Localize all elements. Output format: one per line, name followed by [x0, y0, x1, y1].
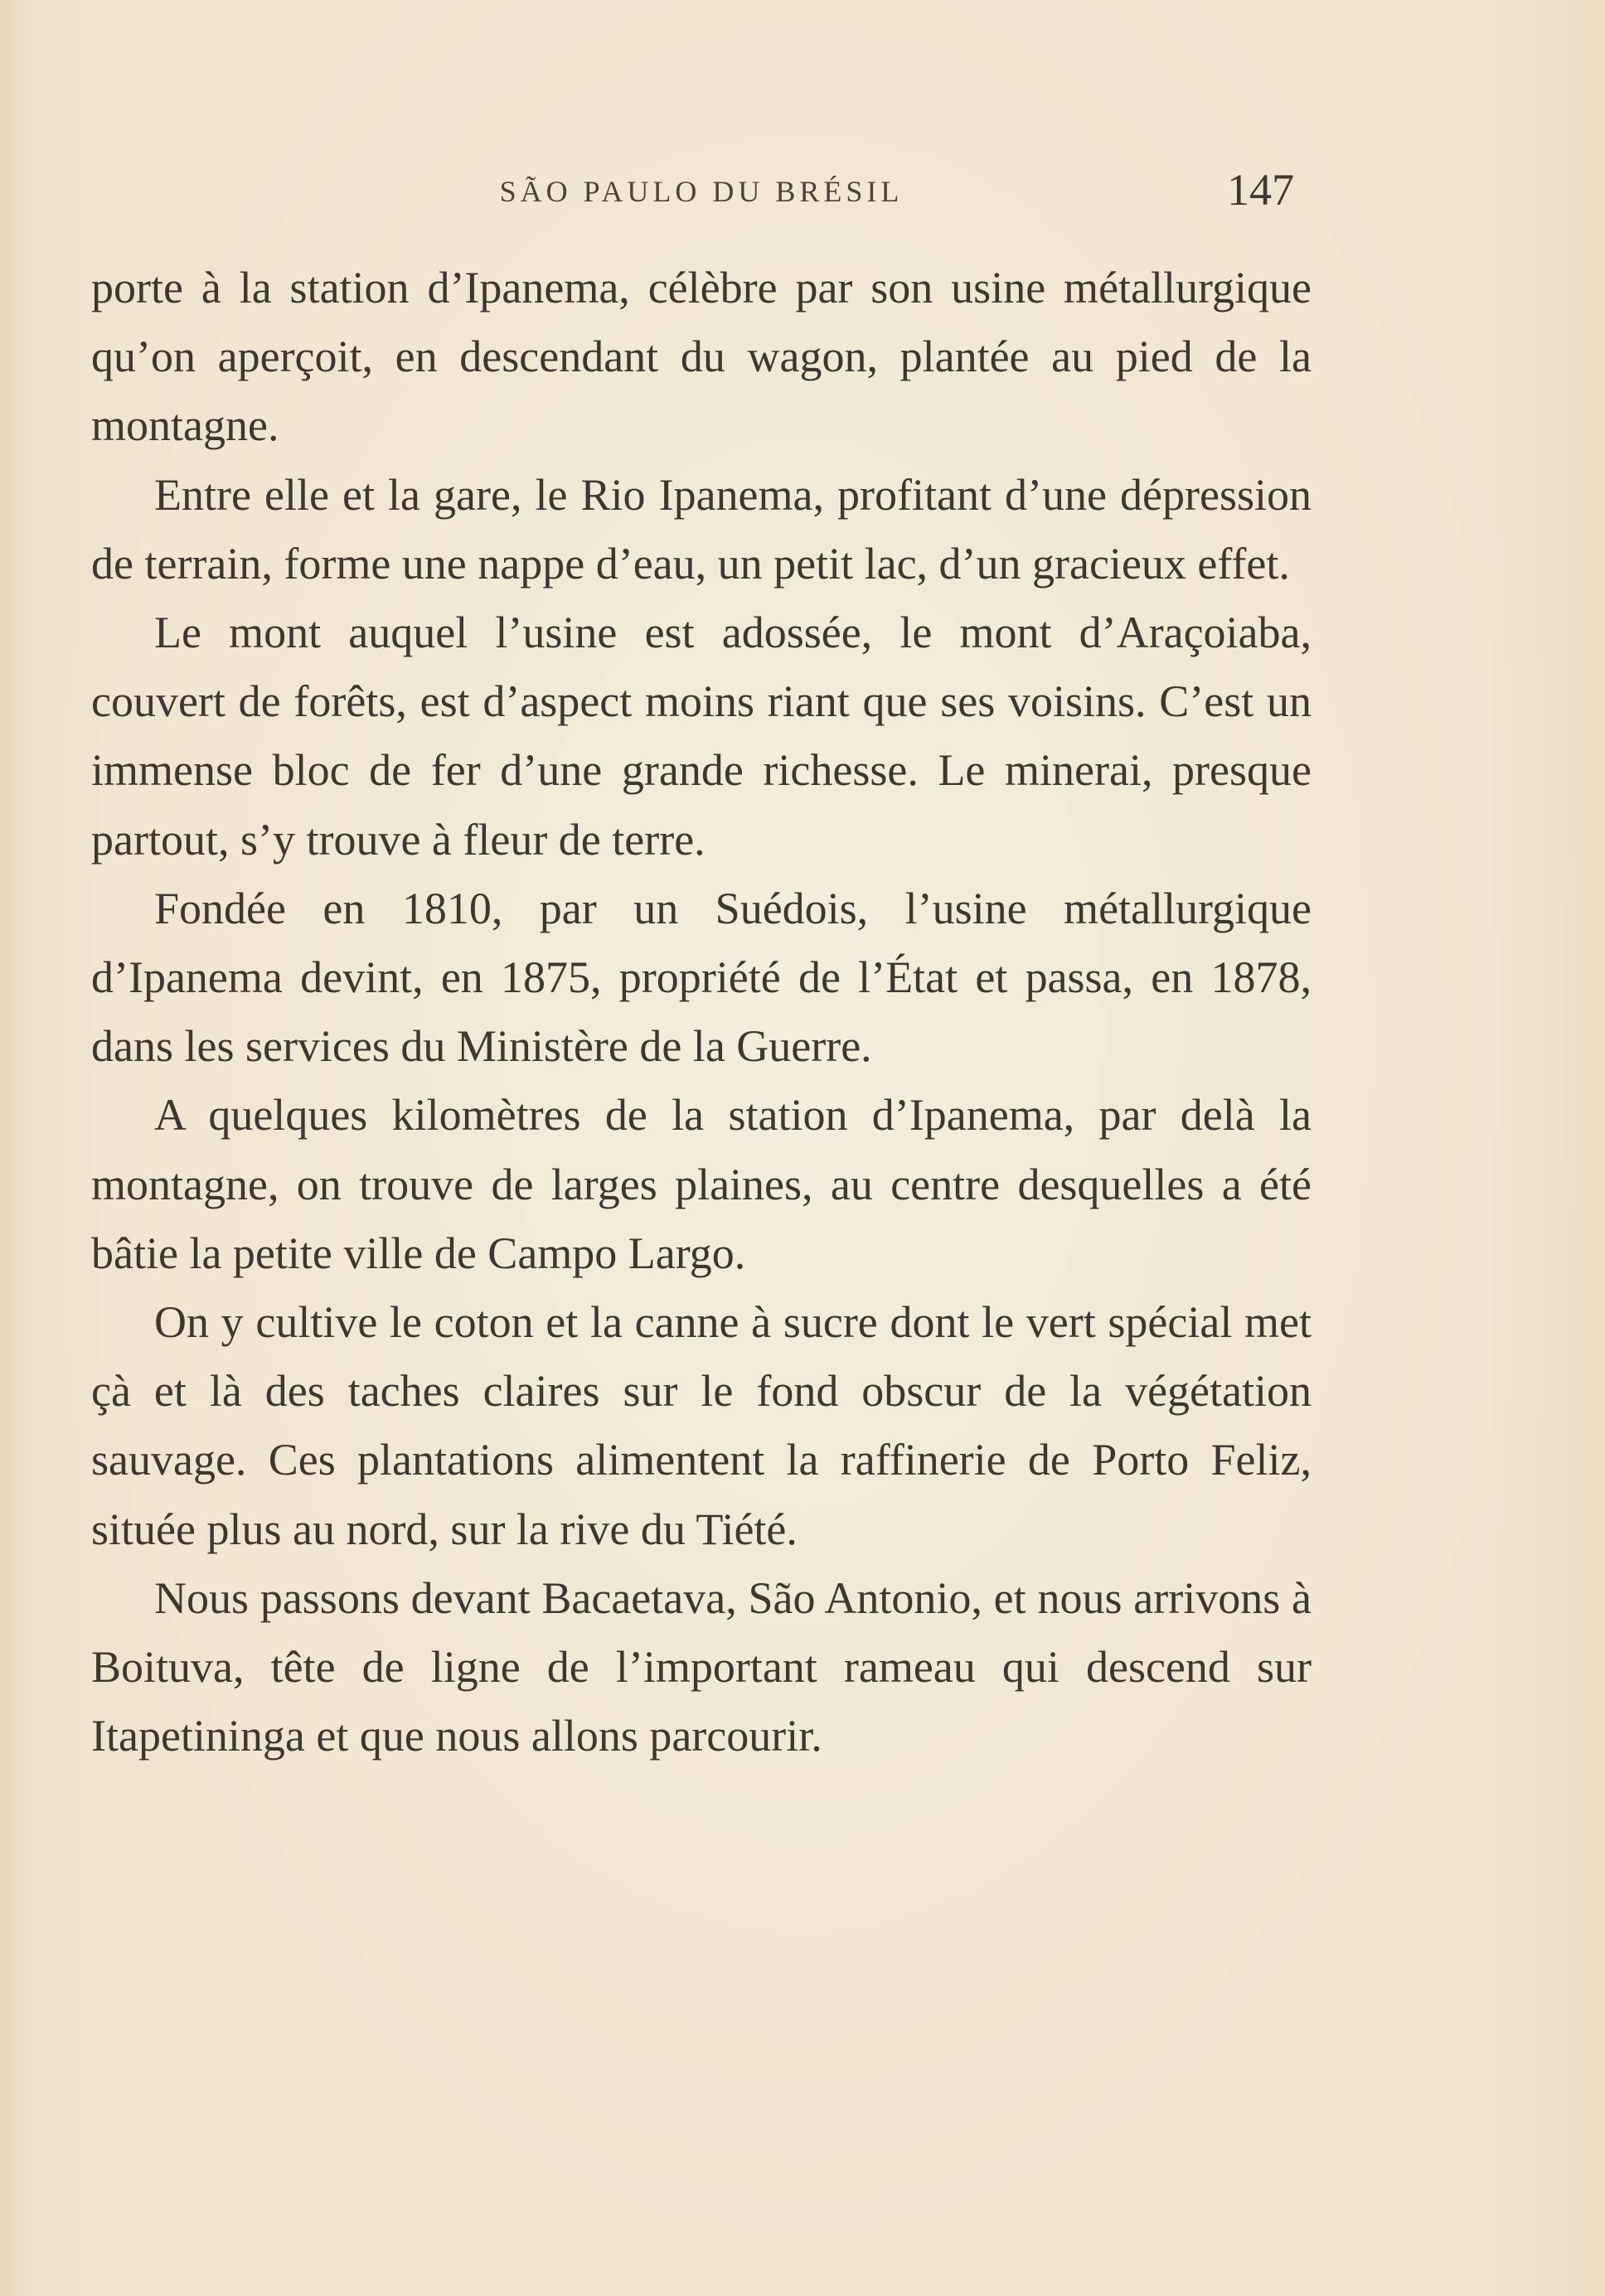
- running-head: [91, 159, 1312, 234]
- paragraph: Entre elle et la gare, le Rio Ipanema, profitant d’une dépression de terrain, forme une nappe d’eau, un petit lac, d’un gracieux effet.: [91, 469, 1312, 589]
- body-text: [91, 254, 1312, 1770]
- paragraph: A quelques kilomètres de la station d’Ipanema, par delà la montagne, on trouve de larges plaines, au centre desquelles a été bâtie la petite ville de Campo Largo.: [91, 1090, 1312, 1278]
- paragraph: Fondée en 1810, par un Suédois, l’usine métallurgique d’Ipanema devint, en 1875, propriété de l’État et passa, en 1878, dans les services du Ministère de la Guerre.: [91, 883, 1312, 1072]
- paragraph: Nous passons devant Bacaetava, São Antonio, et nous arrivons à Boituva, tête de ligne de l’important rameau qui descend sur Itapetininga et que nous allons parcourir.: [91, 1572, 1312, 1761]
- paragraph: Le mont auquel l’usine est adossée, le mont d’Araçoiaba, couvert de forêts, est d’aspect moins riant que ses voisins. C’est un immense bloc de fer d’une grande richesse. Le minerai, presque partout, s’y trouve à fleur de terre.: [91, 608, 1312, 865]
- page-number: 147: [1227, 165, 1294, 215]
- paragraph: On y cultive le coton et la canne à sucre dont le vert spécial met çà et là des taches claires sur le fond obscur de la végétation sauvage. Ces plantations alimentent la raffinerie de Porto Feliz, située plus au nord, sur la rive du Tiété.: [91, 1297, 1312, 1554]
- paragraph-continuation: porte à la station d’Ipanema, célèbre par son usine métallurgique qu’on aperçoit, en descendant du wagon, plantée au pied de la montagne.: [91, 263, 1312, 451]
- running-title: SÃO PAULO DU BRÉSIL: [499, 175, 904, 208]
